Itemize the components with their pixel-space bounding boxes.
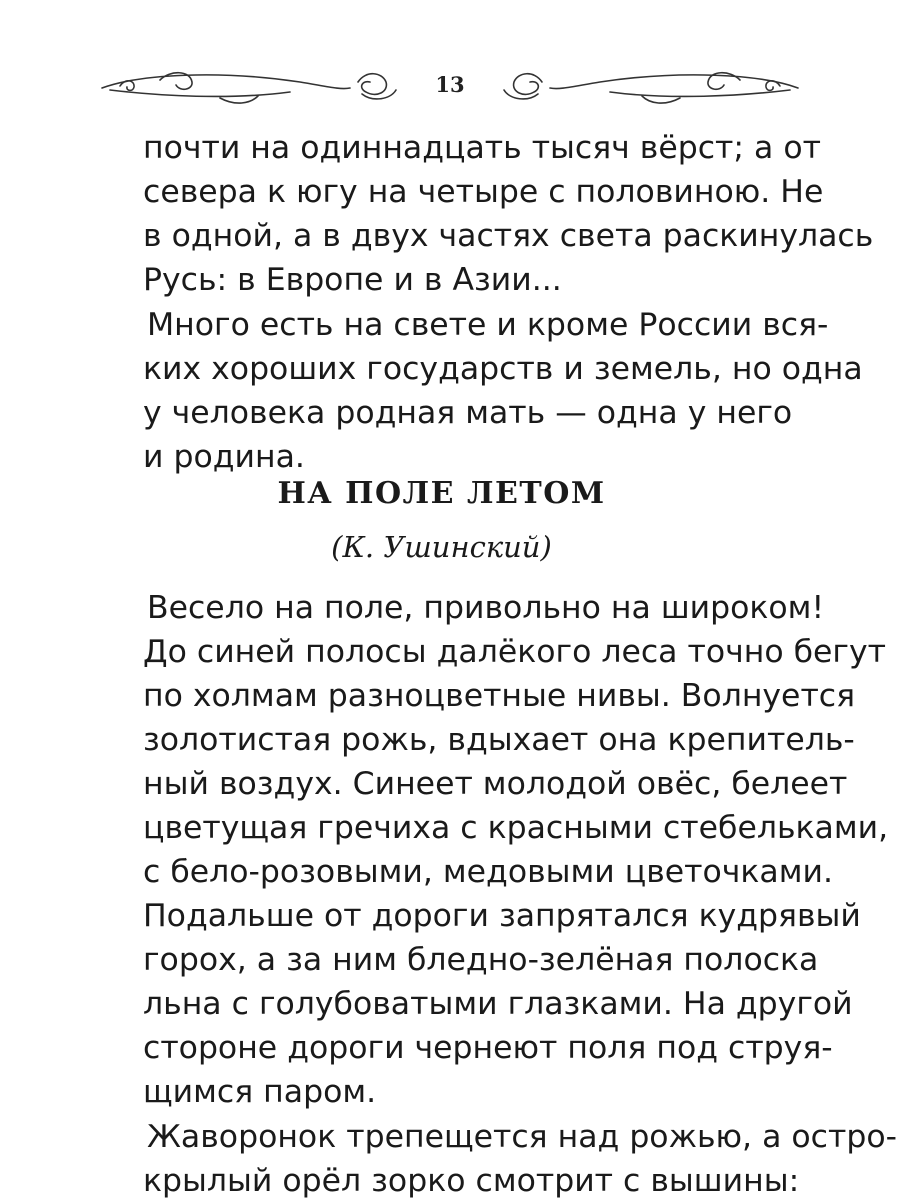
- text-section-story: [143, 586, 897, 1203]
- paragraph: [143, 586, 889, 1114]
- text-line: по холмам разноцветные нивы. Волнуется: [143, 678, 856, 714]
- text-section-top: [143, 126, 874, 479]
- text-line: льна с голубоватыми глазками. На другой: [143, 986, 853, 1022]
- story-title: НА ПОЛЕ ЛЕТОМ: [277, 476, 606, 511]
- page-header: [100, 60, 800, 116]
- text-line: ный воздух. Синеет молодой овёс, белеет: [143, 766, 848, 802]
- text-line: крылый орёл зорко смотрит с вышины:: [143, 1163, 800, 1199]
- text-line: в одной, а в двух частях света раскинулась: [143, 218, 874, 254]
- paragraph: [143, 1114, 897, 1203]
- text-line: с бело-розовыми, медовыми цветочками.: [143, 854, 833, 890]
- text-line: у человека родная мать — одна у него: [143, 395, 793, 431]
- text-line: почти на одиннадцать тысяч вёрст; а от: [143, 130, 821, 166]
- text-line: Русь: в Европе и в Азии...: [143, 262, 562, 298]
- text-line: щимся паром.: [143, 1074, 377, 1110]
- paragraph: [143, 302, 863, 479]
- story-author: (К. Ушинский): [331, 530, 552, 564]
- text-line: стороне дороги чернеют поля под струя-: [143, 1030, 833, 1066]
- text-line: ких хороших государств и земель, но одна: [143, 351, 863, 387]
- text-line: золотистая рожь, вдыхает она крепитель-: [143, 722, 855, 758]
- text-line: севера к югу на четыре с половиною. Не: [143, 174, 824, 210]
- page-number: 13: [435, 72, 465, 97]
- text-line: горох, а за ним бледно-зелёная полоска: [143, 942, 819, 978]
- paragraph: [143, 126, 874, 302]
- text-line: Подальше от дороги запрятался кудрявый: [143, 898, 861, 934]
- text-line: цветущая гречиха с красными стебельками,: [143, 810, 889, 846]
- text-line: До синей полосы далёкого леса точно бегут: [143, 634, 886, 670]
- text-line: и родина.: [143, 439, 305, 475]
- text-line: Жаворонок трепещется над рожью, а остро-: [147, 1119, 897, 1155]
- text-line: Много есть на свете и кроме России вся-: [147, 307, 829, 343]
- text-line: Весело на поле, привольно на широком!: [147, 590, 825, 626]
